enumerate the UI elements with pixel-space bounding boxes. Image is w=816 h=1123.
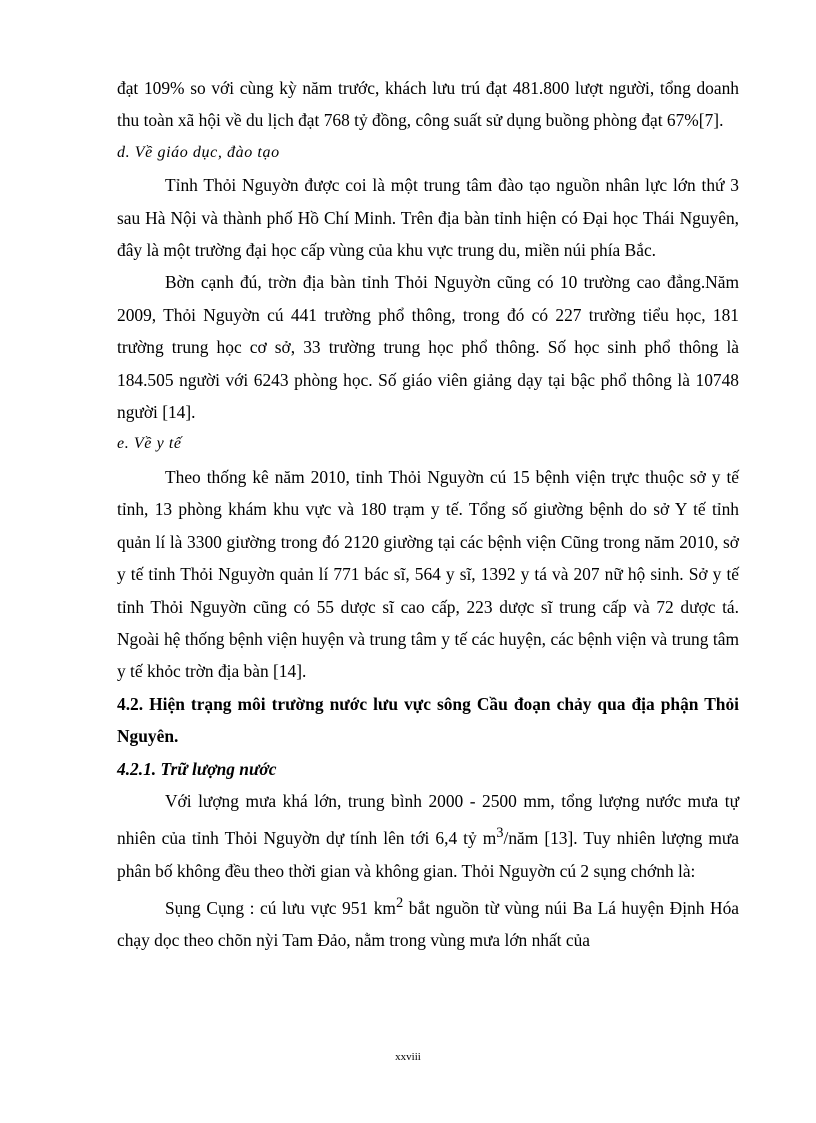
water-2-superscript: 2: [395, 894, 404, 911]
heading-health: e. Về y tế: [117, 435, 182, 453]
paragraph-health: Theo thống kê năm 2010, tỉnh Thỏi Nguyờn cú 15 bệnh viện trực thuộc sở y tế tỉnh, 13 phòng khám khu vực và 180 trạm y tế. Tổng số giường bệnh do sở Y tế tỉnh quản lí là 3300 giường trong đó 2120 giường tại các bệnh viện Cũng trong năm 2010, sở y tế tỉnh Thỏi Nguyờn quản lí 771 bác sĩ, 564 y sĩ, 1392 y tá và 207 nữ hộ sinh. Sở y tế tỉnh Thỏi Nguyờn cũng có 55 dược sĩ cao cấp, 223 dược sĩ trung cấp và 72 dược tá. Ngoài hệ thống bệnh viện huyện và trung tâm y tế các huyện, các bệnh viện và trung tâm y tế khỏc trờn địa bàn [14].: [117, 466, 739, 682]
heading-education: d. Về giáo dục, đào tạo: [117, 143, 280, 161]
page-number: xxviii: [395, 1051, 421, 1063]
water-2-text-start: Sụng Cụng : cú lưu vực 951 km: [165, 897, 396, 918]
water-1-text-end: /năm [13]. Tuy nhiên lượng mưa phân bố không đều theo thời gian và không gian. Thỏi Nguyờn cú 2 sụng chớnh là:: [117, 828, 739, 881]
paragraph-tourism-end: đạt 109% so với cùng kỳ năm trước, khách lưu trú đạt 481.800 lượt người, tổng doanh thu toàn xã hội về du lịch đạt 768 tỷ đồng, công suất sử dụng buồng phòng đạt 67%[7].: [117, 78, 739, 131]
paragraph-water-2: [117, 887, 739, 957]
water-2-text-end: bắt nguồn từ vùng núi Ba Lá huyện Định Hóa chạy dọc theo chõn nỳi Tam Đảo, nằm trong vùng mưa lớn nhất của: [117, 897, 739, 951]
body-text: [117, 72, 739, 957]
water-1-superscript: 3: [496, 825, 504, 842]
paragraph-education-1: Tỉnh Thỏi Nguyờn được coi là một trung tâm đào tạo nguồn nhân lực lớn thứ 3 sau Hà Nội và thành phố Hồ Chí Minh. Trên địa bàn tỉnh hiện có Đại học Thái Nguyên, đây là một trường đại học cấp vùng của khu vực trung du, miền núi phía Bắc.: [117, 175, 739, 261]
subsection-heading-4-2-1: 4.2.1. Trữ lượng nước: [117, 758, 277, 779]
section-heading-4-2: 4.2. Hiện trạng môi trường nước lưu vực sông Cầu đoạn chảy qua địa phận Thỏi Nguyên.: [117, 693, 739, 747]
paragraph-education-2: Bờn cạnh đú, trờn địa bàn tỉnh Thỏi Nguyờn cũng có 10 trường cao đẳng.Năm 2009, Thỏi Nguyờn cú 441 trường phổ thông, trong đó có 227 trường tiểu học, 181 trường trung học cơ sở, 33 trường trung học phổ thông. Số học sinh phổ thông là 184.505 người với 6243 phòng học. Số giáo viên giảng dạy tại bậc phổ thông là 10748 người [14].: [117, 272, 739, 423]
water-1-text-start: Với lượng mưa khá lớn, trung bình 2000 - 2500 mm, tổng lượng nước mưa tự nhiên của tỉnh Thỏi Nguyờn dự tính lên tới 6,4 tỷ m: [117, 790, 739, 849]
paragraph-water-1: [117, 785, 739, 887]
